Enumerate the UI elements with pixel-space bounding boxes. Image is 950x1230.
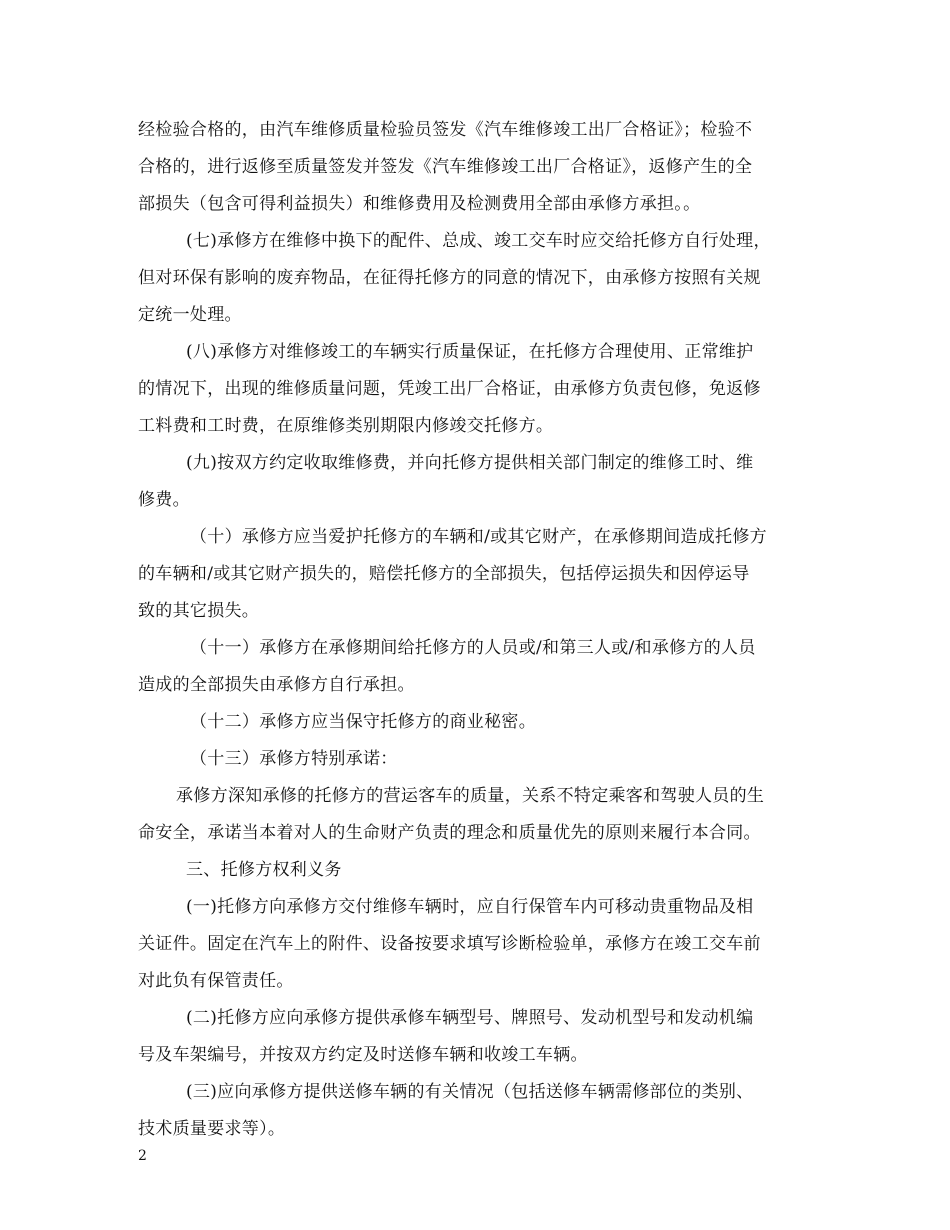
- text-line-12: （十）承修方应当爱护托修方的车辆和/或其它财产，在承修期间造成托修方: [190, 527, 767, 547]
- text-line-20: 命安全，承诺当本着对人的生命财产负责的理念和质量优先的原则来履行本合同。: [138, 823, 761, 843]
- section-heading-3: 三、托修方权利义务: [186, 860, 342, 880]
- text-line-22: (一)托修方向承修方交付维修车辆时，应自行保管车内可移动贵重物品及相: [186, 897, 754, 917]
- text-line-27: (三)应向承修方提供送修车辆的有关情况（包括送修车辆需修部位的类别、: [186, 1082, 754, 1102]
- text-line-18: （十三）承修方特别承诺：: [190, 749, 398, 769]
- text-line-1: 经检验合格的，由汽车维修质量检验员签发《汽车维修竣工出厂合格证》；检验不: [138, 120, 753, 140]
- text-line-25: (二)托修方应向承修方提供承修车辆型号、牌照号、发动机型号和发动机编: [186, 1008, 754, 1028]
- text-line-7: (八)承修方对维修竣工的车辆实行质量保证，在托修方合理使用、正常维护: [186, 342, 754, 362]
- page-number: 2: [138, 1148, 147, 1164]
- text-line-6: 定统一处理。: [138, 305, 242, 325]
- text-line-9: 工料费和工时费，在原维修类别期限内修竣交托修方。: [138, 416, 554, 436]
- text-line-3: 部损失（包含可得利益损失）和维修费用及检测费用全部由承修方承担。。: [138, 194, 701, 214]
- text-line-16: 造成的全部损失由承修方自行承担。: [138, 675, 415, 695]
- text-line-17: （十二）承修方应当保守托修方的商业秘密。: [190, 712, 536, 732]
- text-line-8: 的情况下，出现的维修质量问题，凭竣工出厂合格证，由承修方负责包修，免返修: [138, 379, 761, 399]
- text-line-4: (七)承修方在维修中换下的配件、总成、竣工交车时应交给托修方自行处理，: [186, 231, 771, 251]
- text-line-23: 关证件。固定在汽车上的附件、设备按要求填写诊断检验单，承修方在竣工交车前: [138, 934, 761, 954]
- text-line-2: 合格的，进行返修至质量签发并签发《汽车维修竣工出厂合格证》，返修产生的全: [138, 157, 753, 177]
- text-line-10: (九)按双方约定收取维修费，并向托修方提供相关部门制定的维修工时、维: [186, 453, 754, 473]
- text-line-28: 技术质量要求等）。: [138, 1119, 286, 1139]
- text-line-19: 承修方深知承修的托修方的营运客车的质量，关系不特定乘客和驾驶人员的生: [176, 786, 765, 806]
- text-line-14: 致的其它损失。: [138, 601, 260, 621]
- text-line-15: （十一）承修方在承修期间给托修方的人员或/和第三人或/和承修方的人员: [190, 638, 756, 658]
- text-line-24: 对此负有保管责任。: [138, 971, 294, 991]
- text-line-11: 修费。: [138, 490, 190, 510]
- text-line-26: 号及车架编号，并按双方约定及时送修车辆和收竣工车辆。: [138, 1045, 588, 1065]
- text-line-5: 但对环保有影响的废弃物品，在征得托修方的同意的情况下，由承修方按照有关规: [138, 268, 761, 288]
- text-line-13: 的车辆和/或其它财产损失的，赔偿托修方的全部损失，包括停运损失和因停运导: [138, 564, 750, 584]
